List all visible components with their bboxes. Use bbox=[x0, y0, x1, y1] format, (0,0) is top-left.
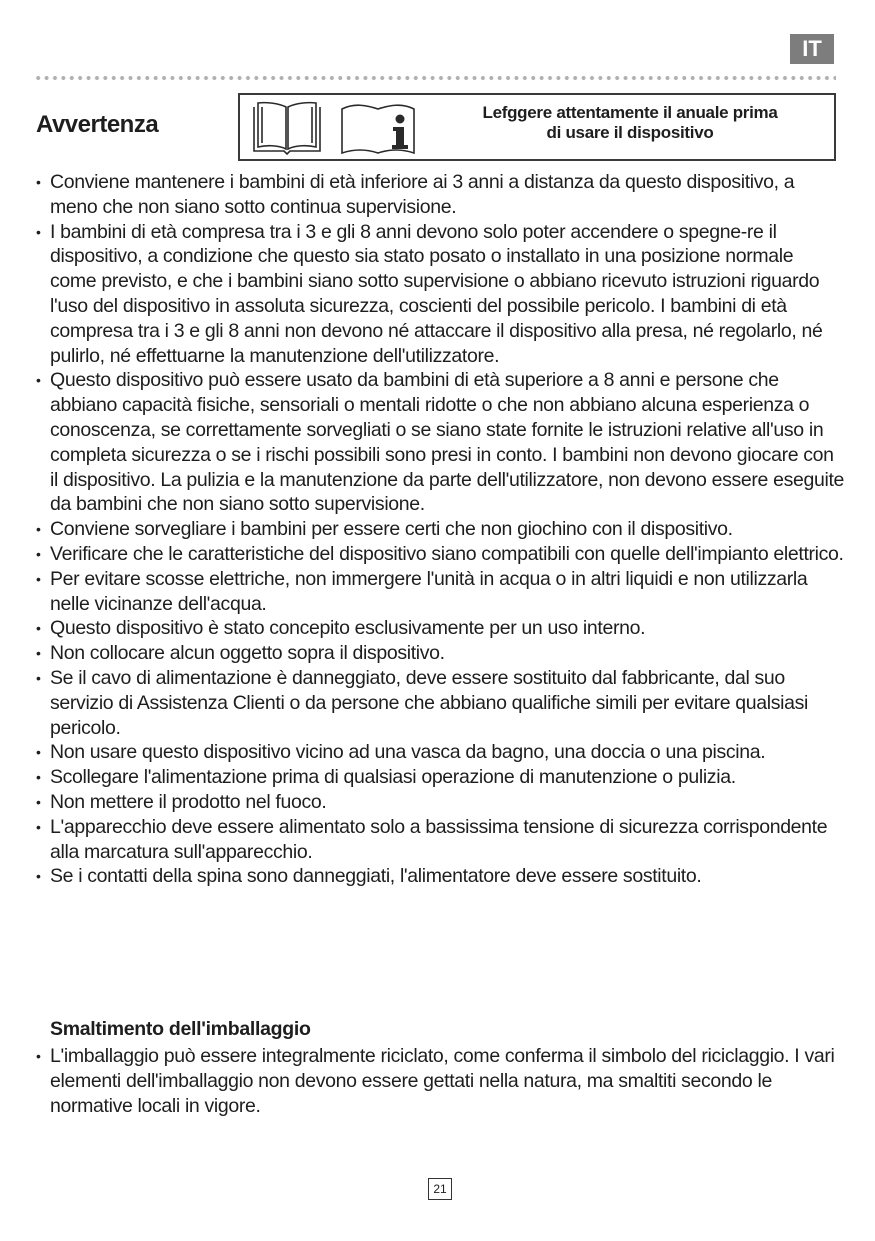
list-item: • Questo dispositivo può essere usato da bambini di età superiore a 8 anni e persone che abbiano capacità fisiche, sensoriali o mentali ridotte o che non abbiano alcuna esperienza o conoscenza, se correttamente sorvegliati o se siano state fornite le istruzioni relative all'uso in completa sicurezza o se i rischi possibili sono presi in conto. I bambini non devono giocare con il dispositivo. La pulizia e la manutenzione da parte dell'utilizzatore, non devono essere eseguite da bambini che non siano sotto supervisione. bbox=[36, 368, 844, 517]
list-item: • Questo dispositivo è stato concepito esclusivamente per un uso interno. bbox=[36, 616, 844, 641]
list-item: • Non collocare alcun oggetto sopra il dispositivo. bbox=[36, 641, 844, 666]
list-item: • Conviene mantenere i bambini di età inferiore ai 3 anni a distanza da questo dispositivo, a meno che non siano sotto continua supervisione. bbox=[36, 170, 844, 220]
packaging-disposal-title: Smaltimento dell'imballaggio bbox=[50, 1018, 311, 1040]
warning-title: Avvertenza bbox=[36, 111, 159, 138]
list-item: • Scollegare l'alimentazione prima di qualsiasi operazione di manutenzione o pulizia. bbox=[36, 765, 844, 790]
safety-warnings-list bbox=[36, 170, 844, 889]
list-item: • L'imballaggio può essere integralmente riciclato, come conferma il simbolo del riciclaggio. I vari elementi dell'imballaggio non devono essere gettati nella natura, ma smaltiti secondo le normative locali in vigore. bbox=[36, 1044, 844, 1118]
read-manual-notice bbox=[238, 93, 836, 161]
notice-line-2: di usare il dispositivo bbox=[546, 123, 714, 142]
page-number: 21 bbox=[428, 1178, 452, 1200]
list-item: • Non usare questo dispositivo vicino ad una vasca da bagno, una doccia o una piscina. bbox=[36, 740, 844, 765]
language-badge: IT bbox=[790, 34, 834, 64]
list-item: • Se i contatti della spina sono danneggiati, l'alimentatore deve essere sostituito. bbox=[36, 864, 844, 889]
list-item: • L'apparecchio deve essere alimentato solo a bassissima tensione di sicurezza corrispondente alla marcatura sull'apparecchio. bbox=[36, 815, 844, 865]
info-manual-icon bbox=[338, 99, 418, 162]
list-item: • Non mettere il prodotto nel fuoco. bbox=[36, 790, 844, 815]
list-item: • Se il cavo di alimentazione è danneggiato, deve essere sostituito dal fabbricante, dal suo servizio di Assistenza Clienti o da persone che abbiano qualifiche simili per evitare qualsiasi pericolo. bbox=[36, 666, 844, 740]
list-item: • Per evitare scosse elettriche, non immergere l'unità in acqua o in altri liquidi e non utilizzarla nelle vicinanze dell'acqua. bbox=[36, 567, 844, 617]
list-item: • Conviene sorvegliare i bambini per essere certi che non giochino con il dispositivo. bbox=[36, 517, 844, 542]
dotted-divider bbox=[34, 75, 836, 81]
notice-line-1: Lefggere attentamente il anuale prima bbox=[482, 103, 778, 122]
open-book-icon bbox=[248, 99, 326, 162]
list-item: • I bambini di età compresa tra i 3 e gli 8 anni devono solo poter accendere o spegne-re il dispositivo, a condizione che questo sia stato posato o installato in una posizione normale come previsto, e che i bambini siano sotto supervisione o abbiano ricevuto istruzioni riguardo l'uso del dispositivo in assoluta sicurezza, coscienti del possibile pericolo. I bambini di età compresa tra i 3 e gli 8 anni non devono né attaccare il dispositivo alla presa, né regolarlo, né pulirlo, né effettuarne la manutenzione dell'utilizzatore. bbox=[36, 220, 844, 369]
read-manual-text bbox=[430, 103, 830, 143]
list-item: • Verificare che le caratteristiche del dispositivo siano compatibili con quelle dell'impianto elettrico. bbox=[36, 542, 844, 567]
disposal-list bbox=[36, 1044, 844, 1118]
